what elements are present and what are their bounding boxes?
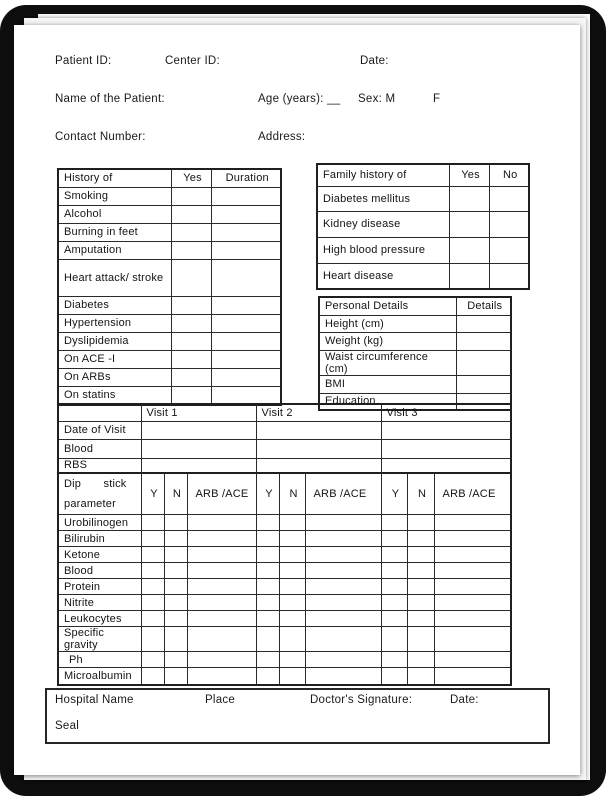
yes-subheader: Y [256,473,279,515]
input-cell [381,595,407,611]
input-cell [164,627,187,652]
table-row [58,668,511,685]
input-cell [164,563,187,579]
patient-name-label: Name of the Patient: [55,93,165,105]
no-header: No [489,164,529,186]
input-cell [279,515,305,531]
input-cell [449,237,489,263]
input-cell [211,332,281,350]
history-table [57,168,282,406]
table-row [58,458,511,473]
history-of-header: History of [58,169,171,187]
input-cell [141,563,164,579]
input-cell [171,259,211,296]
input-cell [256,563,279,579]
arb-ace-subheader: ARB /ACE [434,473,511,515]
table-row [58,515,511,531]
input-cell [141,627,164,652]
form-page [14,25,580,775]
row-label: Blood [58,563,141,579]
row-label: Protein [58,579,141,595]
input-cell [187,563,256,579]
table-row [58,350,281,368]
input-cell [305,611,381,627]
input-cell [141,579,164,595]
visits-header-row [58,404,511,421]
table-row [58,611,511,627]
input-cell [489,211,529,237]
input-cell [141,611,164,627]
input-cell [279,531,305,547]
input-cell [211,314,281,332]
table-row [319,375,511,393]
table-row [58,439,511,458]
row-label: Alcohol [58,205,171,223]
no-subheader: N [164,473,187,515]
input-cell [456,350,511,375]
input-cell [305,595,381,611]
input-cell [256,579,279,595]
input-cell [381,421,511,439]
dipstick-header-row [58,473,511,515]
row-label: Education [319,393,456,410]
table-row [58,531,511,547]
input-cell [256,515,279,531]
input-cell [434,563,511,579]
input-cell [449,263,489,289]
table-row [58,421,511,439]
input-cell [171,296,211,314]
no-subheader: N [407,473,434,515]
input-cell [489,186,529,211]
input-cell [449,186,489,211]
row-label: Kidney disease [317,211,449,237]
input-cell [381,652,407,668]
input-cell [279,668,305,685]
input-cell [434,595,511,611]
input-cell [164,611,187,627]
input-cell [305,652,381,668]
table-header-row [317,164,529,186]
footer-date-label: Date: [450,694,479,706]
input-cell [407,547,434,563]
row-label: Weight (kg) [319,332,456,350]
personal-details-table [318,296,512,411]
yes-header: Yes [171,169,211,187]
table-header-row [58,169,281,187]
corner-cell [58,404,141,421]
input-cell [456,332,511,350]
table-row [58,332,281,350]
input-cell [279,595,305,611]
visit3-header: Visit 3 [381,404,511,421]
hospital-name-label: Hospital Name [55,694,134,706]
input-cell [256,458,381,473]
row-label: Burning in feet [58,223,171,241]
personal-details-header: Personal Details [319,297,456,315]
input-cell [211,187,281,205]
input-cell [305,563,381,579]
date-label: Date: [360,55,389,67]
input-cell [187,668,256,685]
input-cell [141,595,164,611]
input-cell [211,259,281,296]
arb-ace-subheader: ARB /ACE [305,473,381,515]
table-row [58,652,511,668]
input-cell [381,515,407,531]
input-cell [171,223,211,241]
input-cell [187,595,256,611]
table-row [58,579,511,595]
input-cell [305,515,381,531]
input-cell [381,531,407,547]
table-row [58,595,511,611]
input-cell [187,531,256,547]
input-cell [141,547,164,563]
row-label: Urobilinogen [58,515,141,531]
input-cell [407,652,434,668]
input-cell [489,237,529,263]
details-header: Details [456,297,511,315]
input-cell [305,531,381,547]
seal-label: Seal [55,720,80,732]
table-row [319,315,511,332]
input-cell [305,547,381,563]
row-label: Amputation [58,241,171,259]
family-history-header: Family history of [317,164,449,186]
input-cell [407,611,434,627]
row-label: Ketone [58,547,141,563]
input-cell [381,579,407,595]
input-cell [187,652,256,668]
duration-header: Duration [211,169,281,187]
input-cell [407,579,434,595]
input-cell [381,627,407,652]
input-cell [141,421,256,439]
input-cell [171,187,211,205]
input-cell [211,223,281,241]
age-label: Age (years): __ [258,93,341,105]
input-cell [141,531,164,547]
arb-ace-subheader: ARB /ACE [187,473,256,515]
input-cell [256,611,279,627]
input-cell [171,368,211,386]
row-label: Microalbumin [58,668,141,685]
input-cell [187,579,256,595]
input-cell [381,611,407,627]
table-row [58,241,281,259]
table-row [58,547,511,563]
input-cell [381,458,511,473]
row-label: Waist circumference (cm) [319,350,456,375]
input-cell [449,211,489,237]
dipstick-word: stick [103,478,127,490]
input-cell [211,205,281,223]
input-cell [256,439,381,458]
input-cell [434,652,511,668]
input-cell [279,579,305,595]
input-cell [141,652,164,668]
row-label: Date of Visit [58,421,141,439]
input-cell [141,439,256,458]
input-cell [256,531,279,547]
yes-subheader: Y [141,473,164,515]
doctor-signature-label: Doctor's Signature: [310,694,413,706]
input-cell [279,611,305,627]
input-cell [171,332,211,350]
input-cell [407,595,434,611]
input-cell [141,515,164,531]
center-id-label: Center ID: [165,55,220,67]
input-cell [164,515,187,531]
input-cell [256,668,279,685]
input-cell [171,205,211,223]
patient-id-label: Patient ID: [55,55,112,67]
input-cell [305,668,381,685]
input-cell [489,263,529,289]
input-cell [305,579,381,595]
row-label: Bilirubin [58,531,141,547]
dipstick-word: Dip [64,478,82,490]
input-cell [171,241,211,259]
no-subheader: N [279,473,305,515]
contact-number-label: Contact Number: [55,131,146,143]
dipstick-word: parameter [64,498,116,510]
input-cell [256,595,279,611]
table-row [58,205,281,223]
input-cell [211,296,281,314]
table-row [317,186,529,211]
input-cell [279,563,305,579]
input-cell [279,652,305,668]
row-label: Nitrite [58,595,141,611]
table-row [58,187,281,205]
input-cell [305,627,381,652]
row-label: On ACE -I [58,350,171,368]
yes-subheader: Y [381,473,407,515]
table-row [58,296,281,314]
table-row [58,314,281,332]
table-row [319,332,511,350]
row-label: Smoking [58,187,171,205]
row-label: High blood pressure [317,237,449,263]
row-label: Hypertension [58,314,171,332]
input-cell [434,547,511,563]
row-label: Dyslipidemia [58,332,171,350]
input-cell [279,627,305,652]
input-cell [164,547,187,563]
input-cell [187,627,256,652]
input-cell [187,611,256,627]
input-cell [381,439,511,458]
input-cell [256,652,279,668]
input-cell [434,531,511,547]
visit2-header: Visit 2 [256,404,381,421]
table-row [317,263,529,289]
input-cell [456,315,511,332]
input-cell [187,515,256,531]
visit1-header: Visit 1 [141,404,256,421]
place-label: Place [205,694,236,706]
input-cell [164,595,187,611]
table-row [58,368,281,386]
table-row [319,350,511,375]
row-label: Leukocytes [58,611,141,627]
table-row [58,627,511,652]
input-cell [164,652,187,668]
row-label: Specific gravity [58,627,141,652]
table-row [317,237,529,263]
input-cell [381,563,407,579]
row-label: Blood [58,439,141,458]
input-cell [256,421,381,439]
sex-female-label: F [433,93,441,105]
input-cell [407,627,434,652]
address-label: Address: [258,131,306,143]
input-cell [407,515,434,531]
input-cell [407,563,434,579]
yes-header: Yes [449,164,489,186]
input-cell [434,611,511,627]
input-cell [381,668,407,685]
dipstick-parameter-label [58,473,141,515]
input-cell [171,350,211,368]
row-label: RBS [58,458,141,473]
input-cell [256,627,279,652]
footer-box [45,688,550,744]
input-cell [279,547,305,563]
input-cell [211,241,281,259]
table-row [58,563,511,579]
visits-table [57,403,512,686]
input-cell [211,350,281,368]
row-label: Heart disease [317,263,449,289]
row-label: Heart attack/ stroke [58,259,171,296]
table-row [58,223,281,241]
row-label: On statins [58,386,171,405]
row-label: Diabetes mellitus [317,186,449,211]
input-cell [256,547,279,563]
input-cell [164,531,187,547]
row-label: Diabetes [58,296,171,314]
input-cell [164,668,187,685]
input-cell [434,515,511,531]
input-cell [141,458,256,473]
table-row [58,259,281,296]
input-cell [381,547,407,563]
input-cell [407,531,434,547]
input-cell [141,668,164,685]
row-label: Ph [58,652,141,668]
table-header-row [319,297,511,315]
row-label: BMI [319,375,456,393]
row-label: On ARBs [58,368,171,386]
input-cell [434,579,511,595]
row-label: Height (cm) [319,315,456,332]
table-row [317,211,529,237]
input-cell [434,668,511,685]
input-cell [164,579,187,595]
input-cell [211,368,281,386]
input-cell [434,627,511,652]
sex-male-label: Sex: M [358,93,396,105]
input-cell [187,547,256,563]
input-cell [171,314,211,332]
family-history-table [316,163,530,290]
input-cell [456,375,511,393]
input-cell [407,668,434,685]
